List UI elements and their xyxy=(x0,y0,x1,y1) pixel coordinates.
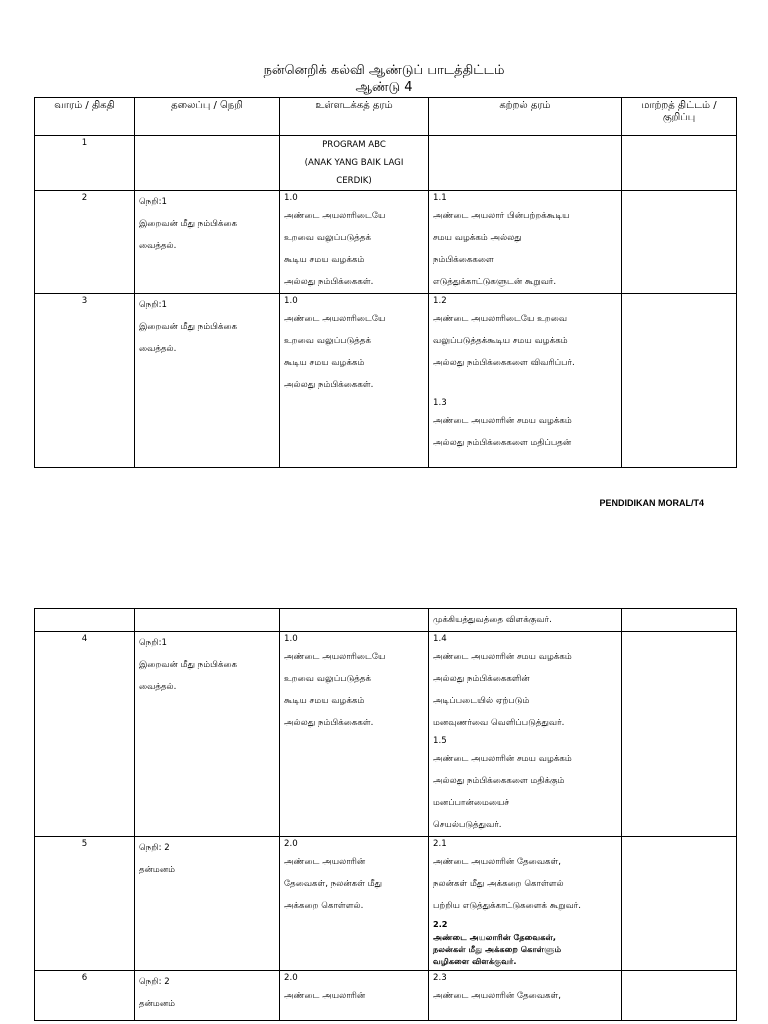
cell-line: அல்லது நம்பிக்கைகள். xyxy=(284,380,374,390)
cell-line: 1.0 xyxy=(284,193,298,203)
cell-learning-standard xyxy=(429,837,622,971)
cell-line: அண்டை அயலாரின் சமய வழக்கம் xyxy=(433,416,572,426)
cell-line: 1.4 xyxy=(433,634,447,644)
cell-week: 4 xyxy=(35,632,135,837)
cell-topic xyxy=(135,971,280,1021)
cell-line: 1.2 xyxy=(433,296,447,306)
cell-week: 2 xyxy=(35,191,135,294)
cell-notes xyxy=(622,971,737,1021)
cell-line: (ANAK YANG BAIK LAGI xyxy=(304,158,404,168)
cell-line: 1.0 xyxy=(284,634,298,644)
cell-content-standard xyxy=(280,294,429,468)
cell-line: அல்லது நம்பிக்கைகளை மதிப்பதன் xyxy=(433,438,572,448)
cell-line: அல்லது நம்பிக்கைகள். xyxy=(284,277,374,287)
cell-line: இறைவன் மீது நம்பிக்கை xyxy=(139,322,238,332)
cell-line: அல்லது நம்பிக்கைகளை விவரிப்பர். xyxy=(433,358,575,368)
footer-label: PENDIDIKAN MORAL/T4 xyxy=(599,498,704,508)
title-line-1: நன்னெறிக் கல்வி ஆண்டுப் பாடத்திட்டம் xyxy=(263,63,505,78)
cell-learning-standard xyxy=(429,294,622,468)
cell-week: 6 xyxy=(35,971,135,1021)
header-week: வாரம் / திகதி xyxy=(35,98,135,136)
cell-line: 2.1 xyxy=(433,839,447,849)
cell-learning-standard xyxy=(429,609,622,632)
table-header-row xyxy=(35,98,737,136)
table-row xyxy=(35,191,737,294)
cell-notes xyxy=(622,837,737,971)
table-row xyxy=(35,971,737,1021)
lesson-plan-table-page-2 xyxy=(34,608,737,1021)
cell-learning-standard xyxy=(429,632,622,837)
cell-content-standard xyxy=(280,136,429,191)
cell-line: அக்கறை கொள்ளல். xyxy=(284,901,364,911)
cell-line: அண்டை அயலாரின் தேவைகள், xyxy=(433,932,556,942)
cell-topic xyxy=(135,191,280,294)
cell-line: வலுப்படுத்தக்கூடிய சமய வழக்கம் xyxy=(433,336,568,346)
cell-line: 2.2 xyxy=(433,919,448,929)
cell-line: 2.0 xyxy=(284,973,298,983)
cell-line: அண்டை அயலாரிடையே xyxy=(284,652,386,662)
title-line-2: ஆண்டு 4 xyxy=(355,80,413,95)
cell-line: எடுத்துக்காட்டுகளுடன் கூறுவர். xyxy=(433,277,557,287)
cell-topic xyxy=(135,136,280,191)
table-row xyxy=(35,837,737,971)
cell-line: நலன்கள் மீது அக்கறை கொள்ளும் xyxy=(433,944,562,954)
cell-line: மனவுணர்வை வெளிப்படுத்துவர். xyxy=(433,718,565,728)
cell-learning-standard xyxy=(429,191,622,294)
cell-line: அண்டை அயலாரின் தேவைகள், xyxy=(433,991,562,1001)
cell-notes xyxy=(622,294,737,468)
cell-line: 1.0 xyxy=(284,296,298,306)
cell-line: இறைவன் மீது நம்பிக்கை xyxy=(139,660,238,670)
cell-line: கூடிய சமய வழக்கம் xyxy=(284,696,365,706)
cell-line: நெறி:1 xyxy=(139,638,167,648)
cell-topic xyxy=(135,294,280,468)
cell-line xyxy=(433,374,617,396)
cell-line: கூடிய சமய வழக்கம் xyxy=(284,255,365,265)
cell-line: இறைவன் மீது நம்பிக்கை xyxy=(139,219,238,229)
cell-line: கூடிய சமய வழக்கம் xyxy=(284,358,365,368)
cell-line: 1.1 xyxy=(433,193,447,203)
cell-learning-standard xyxy=(429,136,622,191)
cell-line: அண்டை அயலாரிடையே உறவை xyxy=(433,314,568,324)
cell-line: அண்டை அயலாரின் தேவைகள், xyxy=(433,857,562,867)
cell-line: உறவை வலுப்படுத்தக் xyxy=(284,336,371,346)
table-row xyxy=(35,136,737,191)
cell-line: வைத்தல். xyxy=(139,344,177,354)
cell-notes xyxy=(622,191,737,294)
cell-notes xyxy=(622,632,737,837)
cell-line: 2.3 xyxy=(433,973,447,983)
cell-line: PROGRAM ABC xyxy=(322,140,386,150)
header-learning-standard: கற்றல் தரம் xyxy=(429,98,622,136)
cell-line: அண்டை அயலாரிடையே xyxy=(284,211,386,221)
cell-line: 1.3 xyxy=(433,398,447,408)
cell-line: 2.0 xyxy=(284,839,298,849)
cell-week: 5 xyxy=(35,837,135,971)
cell-line: மனப்பான்மையைச் xyxy=(433,798,510,808)
cell-line: நெறி: 2 xyxy=(139,977,170,987)
cell-line: அல்லது நம்பிக்கைகளின் xyxy=(433,674,530,684)
cell-line: அல்லது நம்பிக்கைகள். xyxy=(284,718,374,728)
header-content-standard: உள்ளடக்கத் தரம் xyxy=(280,98,429,136)
cell-topic xyxy=(135,837,280,971)
table-row xyxy=(35,609,737,632)
cell-learning-standard xyxy=(429,971,622,1021)
cell-line: பற்றிய எடுத்துக்காட்டுகளைக் கூறுவர். xyxy=(433,901,582,911)
cell-line: தன்மனம் xyxy=(139,865,176,875)
cell-line: வைத்தல். xyxy=(139,682,177,692)
cell-line: தேவைகள், நலன்கள் மீது xyxy=(284,879,383,889)
table-row xyxy=(35,632,737,837)
cell-week xyxy=(35,609,135,632)
cell-content-standard xyxy=(280,609,429,632)
cell-line: அண்டை அயலாரின் xyxy=(284,857,366,867)
document-title xyxy=(0,62,768,96)
cell-line: CERDIK) xyxy=(336,176,372,186)
cell-line: அல்லது நம்பிக்கைகளை மதிக்கும் xyxy=(433,776,565,786)
cell-line: சமய வழக்கம் அல்லது xyxy=(433,233,522,243)
cell-content-standard xyxy=(280,632,429,837)
cell-topic xyxy=(135,632,280,837)
cell-notes xyxy=(622,136,737,191)
cell-line: அண்டை அயலாரின் சமய வழக்கம் xyxy=(433,754,572,764)
cell-line: தன்மனம் xyxy=(139,999,176,1009)
cell-line: அடிப்படையில் ஏற்படும் xyxy=(433,696,530,706)
cell-week: 1 xyxy=(35,136,135,191)
lesson-plan-table-page-1 xyxy=(34,97,737,468)
table-row xyxy=(35,294,737,468)
header-notes: மாற்றத் திட்டம் / குறிப்பு xyxy=(622,98,737,136)
cell-line: அண்டை அயலாரிடையே xyxy=(284,314,386,324)
cell-notes xyxy=(622,609,737,632)
cell-line: நலன்கள் மீது அக்கறை கொள்ளல் xyxy=(433,879,564,889)
cell-week: 3 xyxy=(35,294,135,468)
cell-line: உறவை வலுப்படுத்தக் xyxy=(284,674,371,684)
cell-line: முக்கியத்துவத்தை விளக்குவர். xyxy=(433,615,552,625)
cell-line: வைத்தல். xyxy=(139,241,177,251)
cell-topic xyxy=(135,609,280,632)
cell-line: 1.5 xyxy=(433,736,447,746)
cell-line: நம்பிக்கைகளை xyxy=(433,255,494,265)
cell-line: நெறி:1 xyxy=(139,197,167,207)
cell-line: செயல்படுத்துவர். xyxy=(433,820,502,830)
cell-content-standard xyxy=(280,191,429,294)
header-topic: தலைப்பு / நெறி xyxy=(135,98,280,136)
cell-line: உறவை வலுப்படுத்தக் xyxy=(284,233,371,243)
cell-line: வழிகளை விளக்குவர். xyxy=(433,956,517,966)
cell-line: அண்டை அயலாரின் சமய வழக்கம் xyxy=(433,652,572,662)
cell-line: நெறி:1 xyxy=(139,300,167,310)
cell-line: அண்டை அயலார் பின்பற்றக்கூடிய xyxy=(433,211,570,221)
cell-content-standard xyxy=(280,971,429,1021)
cell-line: அண்டை அயலாரின் xyxy=(284,991,366,1001)
cell-line: நெறி: 2 xyxy=(139,843,170,853)
cell-content-standard xyxy=(280,837,429,971)
